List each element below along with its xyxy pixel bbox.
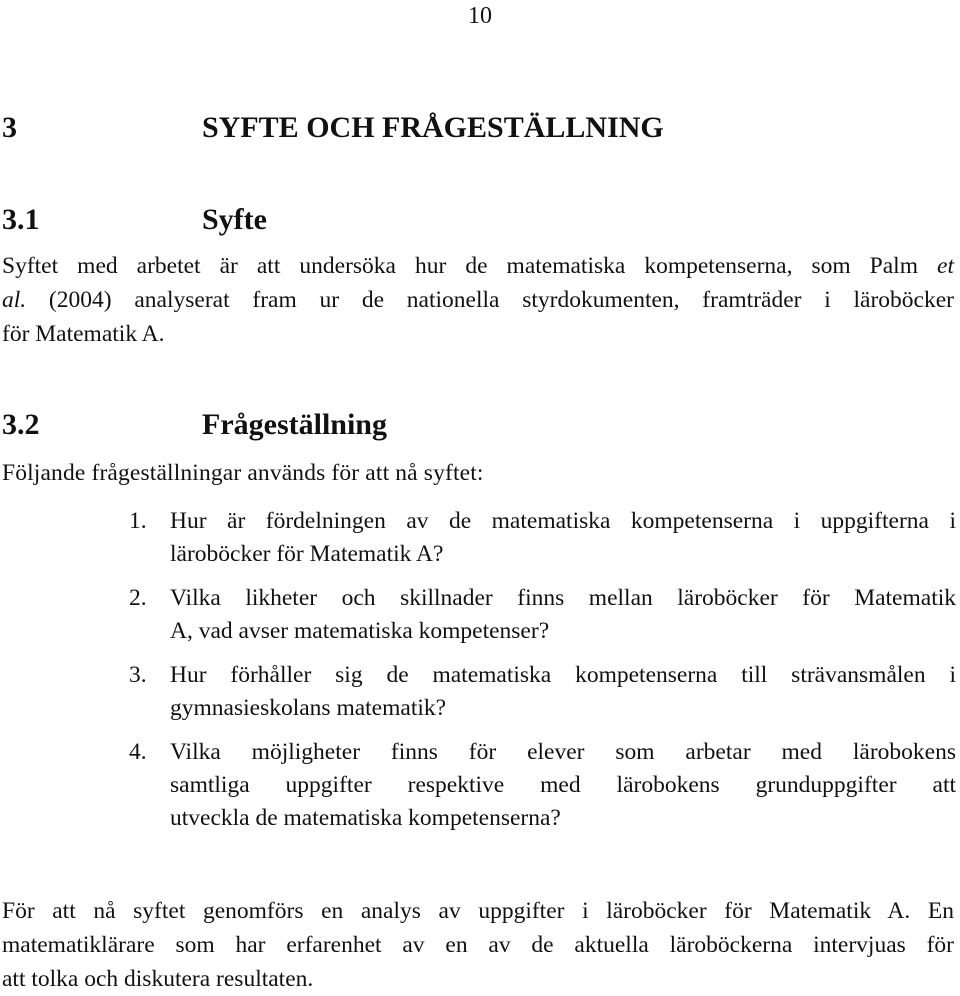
section-title: Syfte xyxy=(202,203,267,236)
paragraph-line: för Matematik A. xyxy=(2,321,165,347)
paragraph-line: matematiklärare som har erfarenhet av en av de aktuella läroböckerna intervjuas för xyxy=(2,932,954,958)
section-number: 3.2 xyxy=(2,408,40,441)
paragraph-line: al. (2004) analyserat fram ur de nationella styrdokumenten, framträder i läroböcker xyxy=(2,287,954,313)
method-paragraph xyxy=(2,894,954,996)
chapter-heading xyxy=(2,110,902,146)
purpose-paragraph xyxy=(2,249,954,351)
section-title: Frågeställning xyxy=(202,408,387,441)
question-number: 1. xyxy=(129,508,147,534)
chapter-title: SYFTE OCH FRÅGESTÄLLNING xyxy=(202,111,664,144)
paragraph-line: För att nå syftet genomförs en analys av uppgifter i läroböcker för Matematik A. En xyxy=(2,898,954,924)
question-text xyxy=(170,736,956,835)
question-line: Vilka möjligheter finns för elever som arbetar med lärobokens xyxy=(170,739,956,765)
questions-intro: Följande frågeställningar används för att nå syftet: xyxy=(2,460,484,486)
chapter-number: 3 xyxy=(2,111,17,144)
section-number: 3.1 xyxy=(2,203,40,236)
section-heading-fragestallning xyxy=(2,407,902,443)
paragraph-line: att tolka och diskutera resultaten. xyxy=(2,966,314,992)
question-number: 2. xyxy=(129,585,147,611)
question-text xyxy=(170,659,956,725)
question-line: Vilka likheter och skillnader finns mellan läroböcker för Matematik xyxy=(170,585,956,611)
paragraph-line: Syftet med arbetet är att undersöka hur de matematiska kompetenserna, som Palm et xyxy=(2,253,954,279)
question-number: 4. xyxy=(129,739,147,765)
question-text xyxy=(170,505,956,571)
question-text xyxy=(170,582,956,648)
question-line: Hur förhåller sig de matematiska kompetenserna till strävansmålen i xyxy=(170,662,956,688)
section-heading-syfte xyxy=(2,202,902,238)
question-line: läroböcker för Matematik A? xyxy=(170,541,444,567)
question-line: gymnasieskolans matematik? xyxy=(170,695,447,721)
question-line: A, vad avser matematiska kompetenser? xyxy=(170,618,550,644)
question-line: Hur är fördelningen av de matematiska kompetenserna i uppgifterna i xyxy=(170,508,956,534)
question-line: samtliga uppgifter respektive med lärobokens grunduppgifter att xyxy=(170,772,956,798)
question-line: utveckla de matematiska kompetenserna? xyxy=(170,805,561,831)
question-number: 3. xyxy=(129,662,147,688)
page-number: 10 xyxy=(468,3,492,29)
